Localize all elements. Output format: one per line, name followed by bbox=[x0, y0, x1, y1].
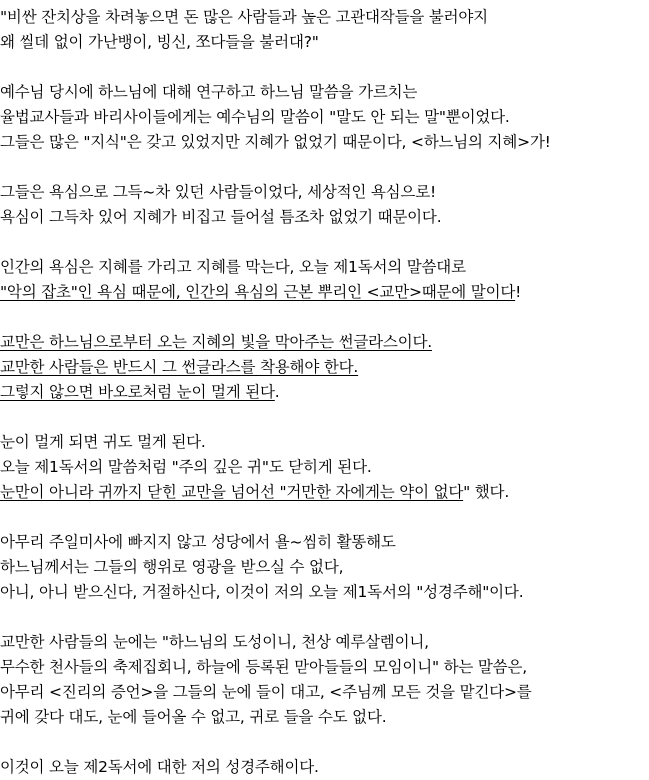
text-line bbox=[0, 180, 649, 205]
text-segment: 그들은 욕심으로 그득~차 있던 사람들이었다, 세상적인 욕심으로! bbox=[0, 183, 436, 201]
underlined-text: 교만은 하느님으로부터 오는 지혜의 빛을 막아주는 썬글라스이다. bbox=[0, 333, 432, 351]
text-line bbox=[0, 80, 649, 105]
text-line bbox=[0, 205, 649, 230]
text-segment: 왜 씰데 없이 가난뱅이, 빙신, 쪼다들을 불러대?" bbox=[0, 33, 319, 51]
text-segment: 오늘 제1독서의 말씀처럼 "주의 깊은 귀"도 닫히게 된다. bbox=[0, 458, 372, 476]
text-segment: 귀에 갖다 대도, 눈에 들어올 수 없고, 귀로 들을 수도 없다. bbox=[0, 708, 387, 726]
text-segment: 율법교사들과 바리사이들에게는 예수님의 말씀이 "말도 안 되는 말"뿐이었다. bbox=[0, 108, 510, 126]
text-line bbox=[0, 330, 649, 355]
text-line bbox=[0, 380, 649, 405]
text-segment: ! bbox=[515, 283, 522, 301]
text-line bbox=[0, 280, 649, 305]
paragraph bbox=[0, 5, 649, 55]
underlined-text: 눈만이 아니라 귀까지 닫힌 교만을 넘어선 "거만한 자에게는 약이 없다 bbox=[0, 483, 464, 501]
text-segment: 예수님 당시에 하느님에 대해 연구하고 하느님 말씀을 가르치는 bbox=[0, 83, 418, 101]
text-line bbox=[0, 430, 649, 455]
text-segment: " 했다. bbox=[463, 483, 510, 501]
text-line bbox=[0, 530, 649, 555]
text-segment: 눈이 멀게 되면 귀도 멀게 된다. bbox=[0, 433, 206, 451]
text-segment: "비싼 잔치상을 차려놓으면 돈 많은 사람들과 높은 고관대작들을 불러야지 bbox=[0, 8, 488, 26]
text-line bbox=[0, 355, 649, 380]
text-line bbox=[0, 755, 649, 780]
paragraph bbox=[0, 530, 649, 605]
text-segment: 아니, 아니 받으신다, 거절하신다, 이것이 저의 오늘 제1독서의 "성경주해"이다. bbox=[0, 583, 524, 601]
text-line bbox=[0, 630, 649, 655]
text-segment: . bbox=[274, 383, 280, 401]
text-segment: 인간의 욕심은 지혜를 가리고 지혜를 막는다, 오늘 제1독서의 말씀대로 bbox=[0, 258, 466, 276]
paragraph bbox=[0, 330, 649, 405]
text-line bbox=[0, 255, 649, 280]
text-line bbox=[0, 30, 649, 55]
text-segment: 그들은 많은 "지식"은 갖고 있었지만 지혜가 없었기 때문이다, <하느님의 지혜>가! bbox=[0, 133, 551, 151]
text-line bbox=[0, 130, 649, 155]
text-line bbox=[0, 5, 649, 30]
text-line bbox=[0, 655, 649, 680]
text-segment: 하느님께서는 그들의 행위로 영광을 받으실 수 없다, bbox=[0, 558, 344, 576]
text-segment: 아무리 <진리의 증언>을 그들의 눈에 들이 대고, <주님께 모든 것을 맡긴다>를 bbox=[0, 683, 532, 701]
text-line bbox=[0, 480, 649, 505]
text-line bbox=[0, 555, 649, 580]
paragraph bbox=[0, 630, 649, 730]
text-segment: 교만한 사람들의 눈에는 "하느님의 도성이니, 천상 예루살렘이니, bbox=[0, 633, 429, 651]
paragraph bbox=[0, 755, 649, 780]
underlined-text: 교만한 사람들은 반드시 그 썬글라스를 착용해야 한다. bbox=[0, 358, 359, 376]
text-line bbox=[0, 455, 649, 480]
text-line bbox=[0, 705, 649, 730]
underlined-text: "악의 잡초"인 욕심 때문에, 인간의 욕심의 근본 뿌리인 <교만>때문에 말이다 bbox=[0, 283, 516, 301]
underlined-text: 그렇지 않으면 바오로처럼 눈이 멀게 된다 bbox=[0, 383, 275, 401]
text-line bbox=[0, 680, 649, 705]
paragraph bbox=[0, 80, 649, 155]
text-segment: 이것이 오늘 제2독서에 대한 저의 성경주해이다. bbox=[0, 758, 319, 776]
text-segment: 아무리 주일미사에 빠지지 않고 성당에서 욜~씸히 활똥해도 bbox=[0, 533, 396, 551]
paragraph bbox=[0, 430, 649, 505]
text-line bbox=[0, 105, 649, 130]
paragraph bbox=[0, 255, 649, 305]
text-line bbox=[0, 580, 649, 605]
text-segment: 욕심이 그득차 있어 지혜가 비집고 들어설 틈조차 없었기 때문이다. bbox=[0, 208, 442, 226]
paragraph bbox=[0, 180, 649, 230]
text-segment: 무수한 천사들의 축제집회니, 하늘에 등록된 맏아들들의 모임이니" 하는 말씀은, bbox=[0, 658, 527, 676]
